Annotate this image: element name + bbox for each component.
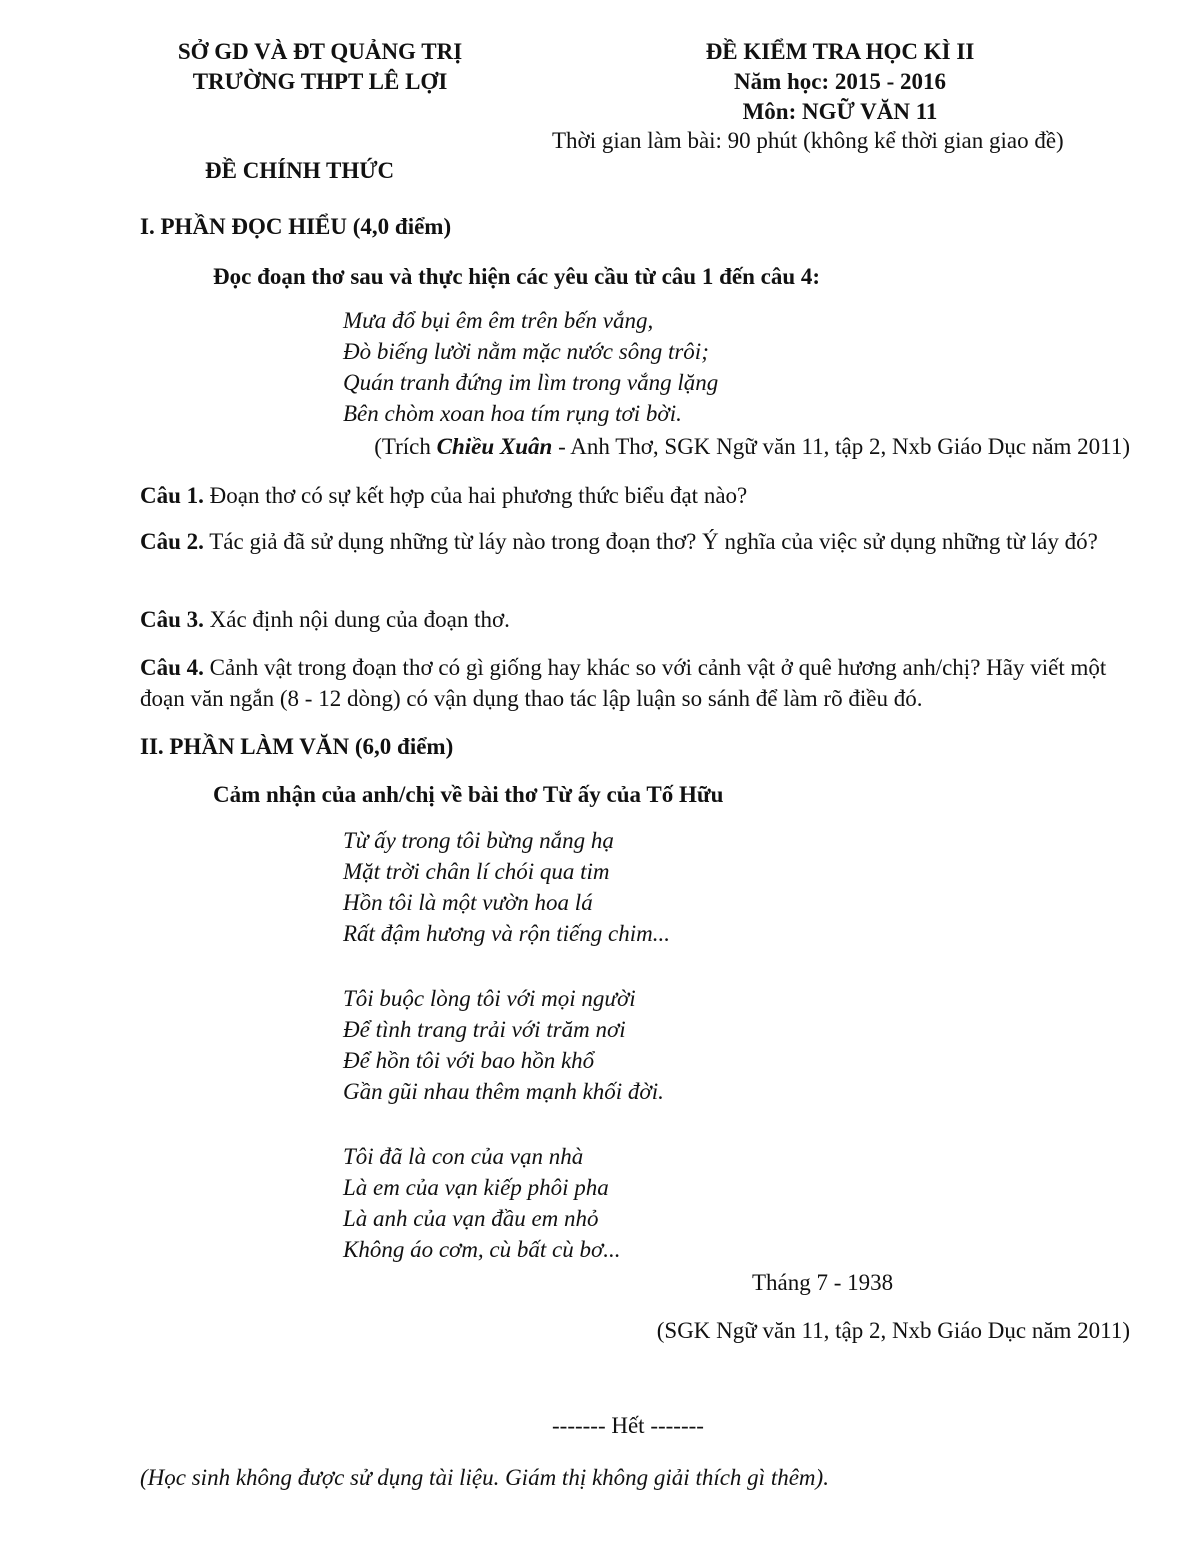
- poem1-line-2: Đò biếng lười nằm mặc nước sông trôi;: [343, 339, 709, 364]
- poem2-s3-line-4: Không áo cơm, cù bất cù bơ...: [343, 1237, 621, 1262]
- part2-heading: II. PHẦN LÀM VĂN (6,0 điểm): [140, 734, 454, 759]
- end-marker: ------- Hết -------: [552, 1413, 704, 1438]
- poem2-date: Tháng 7 - 1938: [752, 1270, 894, 1295]
- poem2-s1-line-1: Từ ấy trong tôi bừng nắng hạ: [343, 828, 614, 853]
- question-3: Câu 3. Xác định nội dung của đoạn thơ.: [140, 607, 510, 632]
- question-4: Câu 4. Cảnh vật trong đoạn thơ có gì giống hay khác so với cảnh vật ở quê hương anh/chị? Hãy viết một đoạn văn ngắn (8 - 12 dòng) có vận dụng thao tác lập luận so sánh để làm rõ điều đó.: [140, 655, 1107, 711]
- school-year: Năm học: 2015 - 2016: [733, 69, 947, 94]
- question-1: Câu 1. Đoạn thơ có sự kết hợp của hai phương thức biểu đạt nào?: [140, 483, 748, 508]
- poem2-s1-line-4: Rất đậm hương và rộn tiếng chim...: [343, 921, 670, 946]
- poem2-s3-line-1: Tôi đã là con của vạn nhà: [343, 1144, 584, 1169]
- subject: Môn: NGỮ VĂN 11: [742, 99, 938, 124]
- poem2-s3-line-3: Là anh của vạn đầu em nhỏ: [343, 1206, 599, 1231]
- poem2-s2-line-2: Để tình trang trải với trăm nơi: [343, 1017, 626, 1042]
- official-label: ĐỀ CHÍNH THỨC: [205, 158, 395, 183]
- exam-title: ĐỀ KIỂM TRA HỌC KÌ II: [705, 39, 975, 64]
- poem2-s2-line-1: Tôi buộc lòng tôi với mọi người: [343, 986, 636, 1011]
- part1-heading: I. PHẦN ĐỌC HIỂU (4,0 điểm): [140, 214, 452, 239]
- duration: Thời gian làm bài: 90 phút (không kể thời gian giao đề): [552, 128, 1064, 153]
- poem1-line-1: Mưa đổ bụi êm êm trên bến vắng,: [343, 308, 654, 333]
- part2-prompt: Cảm nhận của anh/chị về bài thơ Từ ấy của Tố Hữu: [213, 782, 724, 807]
- poem1-source: (Trích Chiều Xuân - Anh Thơ, SGK Ngữ văn 11, tập 2, Nxb Giáo Dục năm 2011): [374, 434, 1130, 459]
- part1-instruction: Đọc đoạn thơ sau và thực hiện các yêu cầu từ câu 1 đến câu 4:: [213, 264, 821, 289]
- poem1-line-3: Quán tranh đứng im lìm trong vắng lặng: [343, 370, 719, 395]
- poem1-source-title: Chiều Xuân: [436, 434, 553, 459]
- poem2-s2-line-4: Gần gũi nhau thêm mạnh khối đời.: [343, 1079, 664, 1104]
- poem1-line-4: Bên chòm xoan hoa tím rụng tơi bời.: [343, 401, 682, 426]
- poem2-s1-line-3: Hồn tôi là một vườn hoa lá: [343, 890, 593, 915]
- poem2-s1-line-2: Mặt trời chân lí chói qua tim: [343, 859, 610, 884]
- poem2-s3-line-2: Là em của vạn kiếp phôi pha: [343, 1175, 609, 1200]
- school-name: TRƯỜNG THPT LÊ LỢI: [192, 69, 448, 94]
- footer-note: (Học sinh không được sử dụng tài liệu. Giám thị không giải thích gì thêm).: [140, 1465, 829, 1490]
- question-2: Câu 2. Tác giả đã sử dụng những từ láy nào trong đoạn thơ? Ý nghĩa của việc sử dụng những từ láy đó?: [140, 529, 1098, 554]
- department-name: SỞ GD VÀ ĐT QUẢNG TRỊ: [177, 39, 463, 64]
- poem2-source: (SGK Ngữ văn 11, tập 2, Nxb Giáo Dục năm 2011): [656, 1318, 1130, 1343]
- poem2-s2-line-3: Để hồn tôi với bao hồn khổ: [343, 1048, 595, 1073]
